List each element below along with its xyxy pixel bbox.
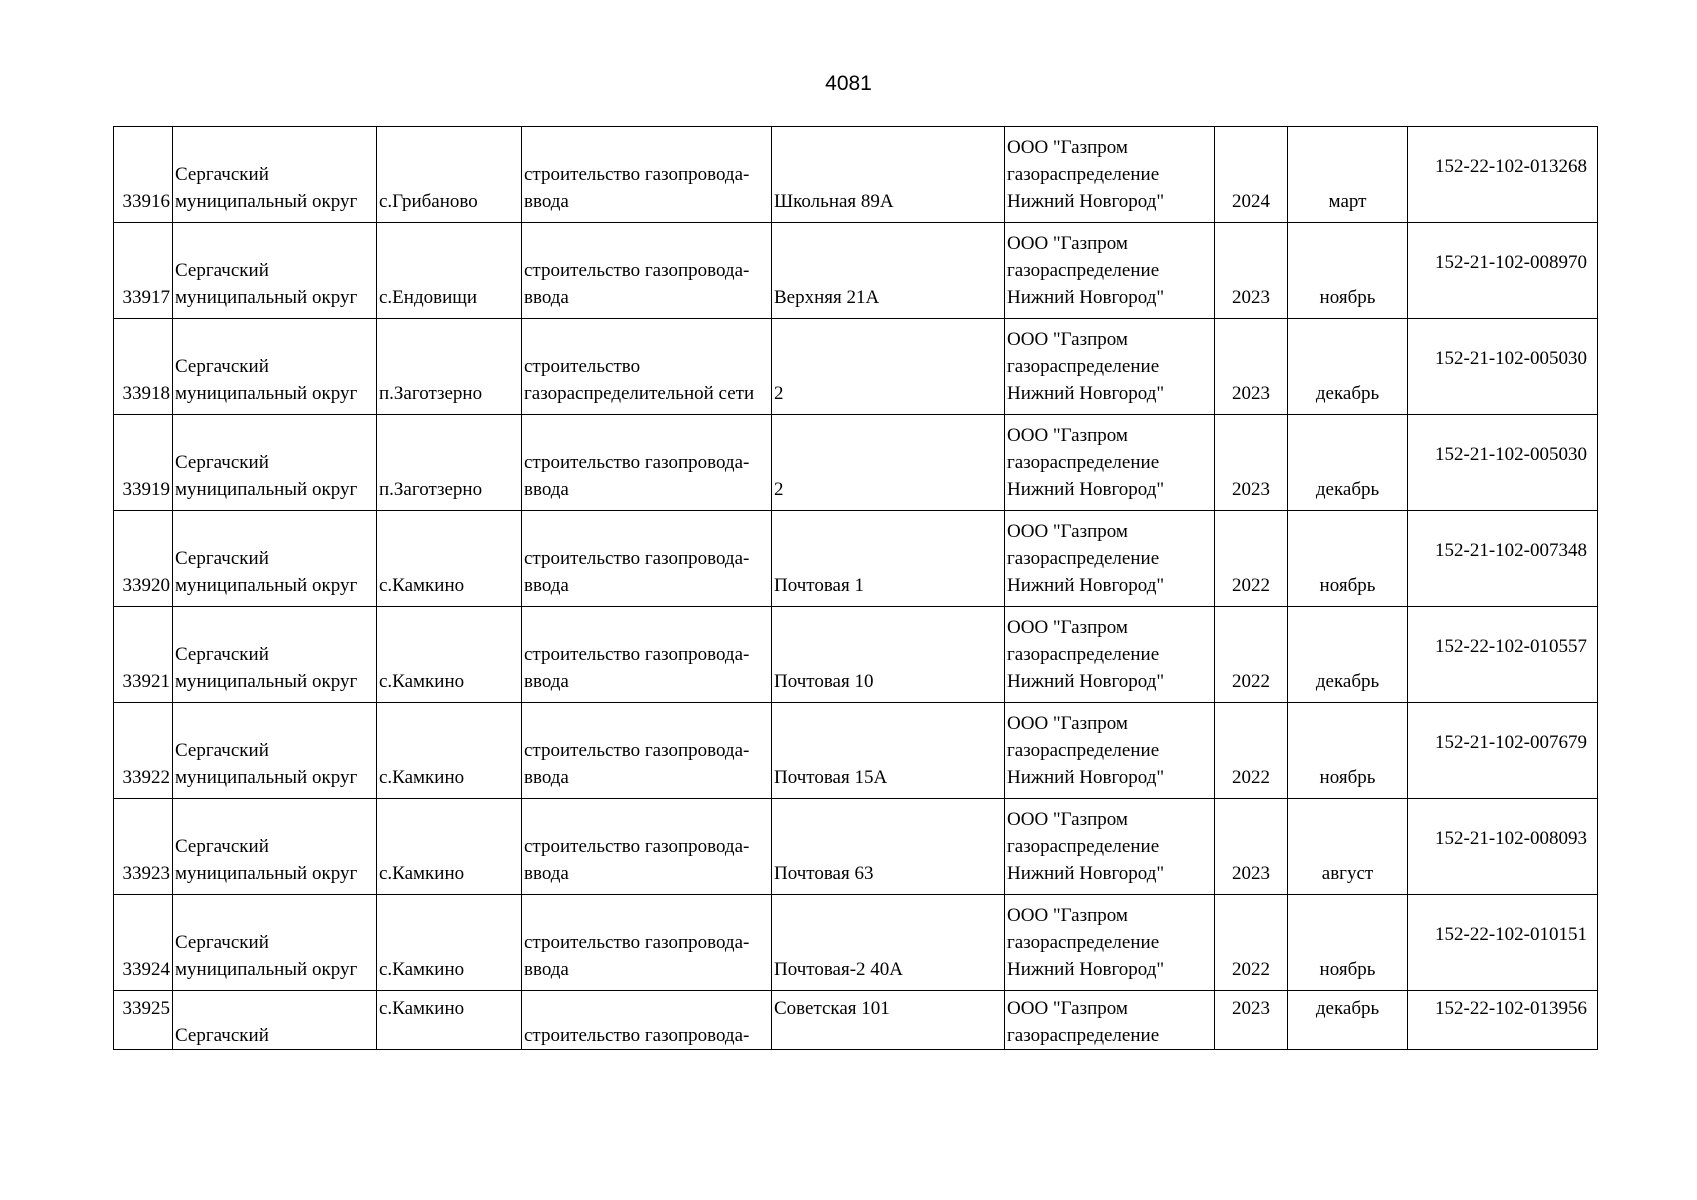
cell-district-line: Сергачский bbox=[175, 1025, 269, 1046]
cell-address: Школьная 89А bbox=[772, 127, 1005, 223]
cell-organization-line: ООО "Газпром bbox=[1007, 233, 1128, 254]
cell-district bbox=[173, 703, 377, 799]
cell-work-type-line: строительство газопровода- bbox=[524, 740, 750, 761]
cell-code: 152-21-102-008970 bbox=[1408, 223, 1598, 319]
cell-organization-line: Нижний Новгород" bbox=[1007, 575, 1165, 596]
cell-district-line: муниципальный округ bbox=[175, 671, 358, 692]
cell-work-type bbox=[522, 319, 772, 415]
cell-locality: с.Камкино bbox=[377, 703, 522, 799]
cell-organization bbox=[1005, 319, 1215, 415]
table-row bbox=[114, 127, 1598, 223]
cell-work-type-line: ввода bbox=[524, 479, 569, 500]
cell-work-type-line: газораспределительной сети bbox=[524, 383, 755, 404]
cell-work-type-line: строительство газопровода- bbox=[524, 932, 750, 953]
cell-district-line: Сергачский bbox=[175, 260, 269, 281]
cell-district-line: муниципальный округ bbox=[175, 863, 358, 884]
cell-work-type-line: ввода bbox=[524, 191, 569, 212]
table-body bbox=[114, 127, 1598, 1050]
cell-month: декабрь bbox=[1288, 415, 1408, 511]
cell-id: 33916 bbox=[114, 127, 173, 223]
cell-code: 152-21-102-005030 bbox=[1408, 415, 1598, 511]
cell-work-type-line: строительство газопровода- bbox=[524, 836, 750, 857]
cell-code: 152-22-102-013268 bbox=[1408, 127, 1598, 223]
cell-address: Почтовая 63 bbox=[772, 799, 1005, 895]
cell-organization bbox=[1005, 607, 1215, 703]
cell-locality: с.Камкино bbox=[377, 991, 522, 1050]
cell-work-type bbox=[522, 415, 772, 511]
cell-organization-line: ООО "Газпром bbox=[1007, 998, 1128, 1019]
cell-id: 33921 bbox=[114, 607, 173, 703]
cell-month: август bbox=[1288, 799, 1408, 895]
cell-work-type-line bbox=[524, 995, 769, 1022]
cell-year: 2024 bbox=[1215, 127, 1288, 223]
cell-organization-line: газораспределение bbox=[1007, 644, 1160, 665]
cell-work-type bbox=[522, 127, 772, 223]
cell-month: ноябрь bbox=[1288, 703, 1408, 799]
cell-work-type bbox=[522, 511, 772, 607]
cell-locality: с.Ендовищи bbox=[377, 223, 522, 319]
cell-organization-line: Нижний Новгород" bbox=[1007, 959, 1165, 980]
cell-district-line: Сергачский bbox=[175, 644, 269, 665]
cell-organization-line: газораспределение bbox=[1007, 452, 1160, 473]
cell-district-line: Сергачский bbox=[175, 356, 269, 377]
cell-organization-line: Нижний Новгород" bbox=[1007, 671, 1165, 692]
cell-year: 2022 bbox=[1215, 703, 1288, 799]
cell-organization bbox=[1005, 223, 1215, 319]
cell-district-line: Сергачский bbox=[175, 740, 269, 761]
cell-work-type bbox=[522, 223, 772, 319]
table-row bbox=[114, 511, 1598, 607]
cell-district-line: Сергачский bbox=[175, 164, 269, 185]
cell-code: 152-21-102-007348 bbox=[1408, 511, 1598, 607]
cell-organization-line: ООО "Газпром bbox=[1007, 809, 1128, 830]
cell-work-type-line: ввода bbox=[524, 671, 569, 692]
cell-code: 152-21-102-007679 bbox=[1408, 703, 1598, 799]
cell-month: декабрь bbox=[1288, 607, 1408, 703]
cell-organization-line: газораспределение bbox=[1007, 548, 1160, 569]
cell-district bbox=[173, 319, 377, 415]
cell-year: 2023 bbox=[1215, 223, 1288, 319]
cell-organization-line: газораспределение bbox=[1007, 740, 1160, 761]
cell-organization-line: ООО "Газпром bbox=[1007, 521, 1128, 542]
table-row bbox=[114, 415, 1598, 511]
cell-year: 2023 bbox=[1215, 415, 1288, 511]
cell-month: ноябрь bbox=[1288, 511, 1408, 607]
cell-organization-line: Нижний Новгород" bbox=[1007, 479, 1165, 500]
cell-organization bbox=[1005, 799, 1215, 895]
page-number: 4081 bbox=[825, 72, 872, 95]
cell-work-type bbox=[522, 799, 772, 895]
cell-organization-line: ООО "Газпром bbox=[1007, 329, 1128, 350]
cell-district bbox=[173, 223, 377, 319]
cell-district bbox=[173, 991, 377, 1050]
cell-organization-line: газораспределение bbox=[1007, 836, 1160, 857]
cell-district-line: Сергачский bbox=[175, 452, 269, 473]
cell-district-line: муниципальный округ bbox=[175, 191, 358, 212]
cell-district-line: муниципальный округ bbox=[175, 287, 358, 308]
cell-id: 33922 bbox=[114, 703, 173, 799]
cell-code: 152-22-102-010557 bbox=[1408, 607, 1598, 703]
table-row bbox=[114, 991, 1598, 1050]
cell-work-type bbox=[522, 991, 772, 1050]
cell-month: март bbox=[1288, 127, 1408, 223]
table-row bbox=[114, 223, 1598, 319]
cell-month: ноябрь bbox=[1288, 223, 1408, 319]
cell-id: 33924 bbox=[114, 895, 173, 991]
table-row bbox=[114, 319, 1598, 415]
cell-district bbox=[173, 415, 377, 511]
cell-address: Почтовая 10 bbox=[772, 607, 1005, 703]
cell-district bbox=[173, 895, 377, 991]
table-row bbox=[114, 895, 1598, 991]
cell-code: 152-22-102-010151 bbox=[1408, 895, 1598, 991]
cell-district bbox=[173, 127, 377, 223]
cell-address: Советская 101 bbox=[772, 991, 1005, 1050]
cell-month: ноябрь bbox=[1288, 895, 1408, 991]
cell-district-line: муниципальный округ bbox=[175, 383, 358, 404]
cell-work-type-line: строительство bbox=[524, 356, 641, 377]
cell-work-type bbox=[522, 607, 772, 703]
cell-id: 33920 bbox=[114, 511, 173, 607]
cell-month: декабрь bbox=[1288, 991, 1408, 1050]
cell-locality: п.Заготзерно bbox=[377, 319, 522, 415]
cell-year: 2022 bbox=[1215, 895, 1288, 991]
cell-address: Почтовая 1 bbox=[772, 511, 1005, 607]
cell-organization-line: газораспределение bbox=[1007, 356, 1160, 377]
cell-district bbox=[173, 799, 377, 895]
cell-code: 152-21-102-005030 bbox=[1408, 319, 1598, 415]
cell-organization bbox=[1005, 703, 1215, 799]
cell-address: Почтовая 15А bbox=[772, 703, 1005, 799]
cell-id: 33918 bbox=[114, 319, 173, 415]
cell-organization bbox=[1005, 511, 1215, 607]
cell-locality: с.Камкино bbox=[377, 511, 522, 607]
cell-district-line bbox=[175, 995, 374, 1022]
table-row bbox=[114, 607, 1598, 703]
cell-locality: п.Заготзерно bbox=[377, 415, 522, 511]
cell-year: 2023 bbox=[1215, 799, 1288, 895]
cell-organization-line: Нижний Новгород" bbox=[1007, 287, 1165, 308]
cell-district-line: Сергачский bbox=[175, 836, 269, 857]
cell-district-line: муниципальный округ bbox=[175, 959, 358, 980]
cell-organization bbox=[1005, 895, 1215, 991]
cell-code: 152-21-102-008093 bbox=[1408, 799, 1598, 895]
cell-work-type-line: ввода bbox=[524, 767, 569, 788]
cell-work-type-line: строительство газопровода- bbox=[524, 548, 750, 569]
cell-work-type-line: ввода bbox=[524, 287, 569, 308]
cell-organization-line: ООО "Газпром bbox=[1007, 905, 1128, 926]
cell-organization-line: ООО "Газпром bbox=[1007, 137, 1128, 158]
cell-organization-line: газораспределение bbox=[1007, 164, 1160, 185]
cell-organization-line: Нижний Новгород" bbox=[1007, 383, 1165, 404]
cell-address: 2 bbox=[772, 415, 1005, 511]
cell-organization bbox=[1005, 127, 1215, 223]
cell-organization-line: Нижний Новгород" bbox=[1007, 191, 1165, 212]
cell-code: 152-22-102-013956 bbox=[1408, 991, 1598, 1050]
cell-work-type bbox=[522, 703, 772, 799]
cell-id: 33919 bbox=[114, 415, 173, 511]
cell-work-type-line: ввода bbox=[524, 575, 569, 596]
cell-id: 33923 bbox=[114, 799, 173, 895]
cell-organization-line: ООО "Газпром bbox=[1007, 617, 1128, 638]
cell-district-line: Сергачский bbox=[175, 548, 269, 569]
cell-work-type-line: строительство газопровода- bbox=[524, 1025, 750, 1046]
cell-work-type-line: строительство газопровода- bbox=[524, 452, 750, 473]
cell-locality: с.Камкино bbox=[377, 799, 522, 895]
cell-district-line: муниципальный округ bbox=[175, 479, 358, 500]
cell-organization-line: ООО "Газпром bbox=[1007, 425, 1128, 446]
cell-year: 2022 bbox=[1215, 511, 1288, 607]
table-row bbox=[114, 703, 1598, 799]
cell-organization-line: ООО "Газпром bbox=[1007, 713, 1128, 734]
cell-address: 2 bbox=[772, 319, 1005, 415]
cell-address: Верхняя 21А bbox=[772, 223, 1005, 319]
cell-locality: с.Грибаново bbox=[377, 127, 522, 223]
cell-organization bbox=[1005, 415, 1215, 511]
cell-work-type bbox=[522, 895, 772, 991]
cell-id: 33917 bbox=[114, 223, 173, 319]
table-row bbox=[114, 799, 1598, 895]
cell-organization-line: газораспределение bbox=[1007, 260, 1160, 281]
cell-organization bbox=[1005, 991, 1215, 1050]
cell-district-line: Сергачский bbox=[175, 932, 269, 953]
cell-organization-line: газораспределение bbox=[1007, 1025, 1160, 1046]
cell-district-line: муниципальный округ bbox=[175, 575, 358, 596]
cell-district bbox=[173, 607, 377, 703]
cell-organization-line: газораспределение bbox=[1007, 932, 1160, 953]
cell-month: декабрь bbox=[1288, 319, 1408, 415]
cell-year: 2022 bbox=[1215, 607, 1288, 703]
cell-locality: с.Камкино bbox=[377, 895, 522, 991]
registry-table bbox=[113, 126, 1598, 1050]
cell-organization-line: Нижний Новгород" bbox=[1007, 767, 1165, 788]
cell-organization-line: Нижний Новгород" bbox=[1007, 863, 1165, 884]
cell-district bbox=[173, 511, 377, 607]
cell-work-type-line: ввода bbox=[524, 959, 569, 980]
cell-work-type-line: строительство газопровода- bbox=[524, 644, 750, 665]
cell-work-type-line: ввода bbox=[524, 863, 569, 884]
cell-year: 2023 bbox=[1215, 319, 1288, 415]
cell-district-line: муниципальный округ bbox=[175, 767, 358, 788]
cell-work-type-line: строительство газопровода- bbox=[524, 164, 750, 185]
cell-locality: с.Камкино bbox=[377, 607, 522, 703]
cell-id: 33925 bbox=[114, 991, 173, 1050]
cell-work-type-line: строительство газопровода- bbox=[524, 260, 750, 281]
cell-year: 2023 bbox=[1215, 991, 1288, 1050]
cell-address: Почтовая-2 40А bbox=[772, 895, 1005, 991]
